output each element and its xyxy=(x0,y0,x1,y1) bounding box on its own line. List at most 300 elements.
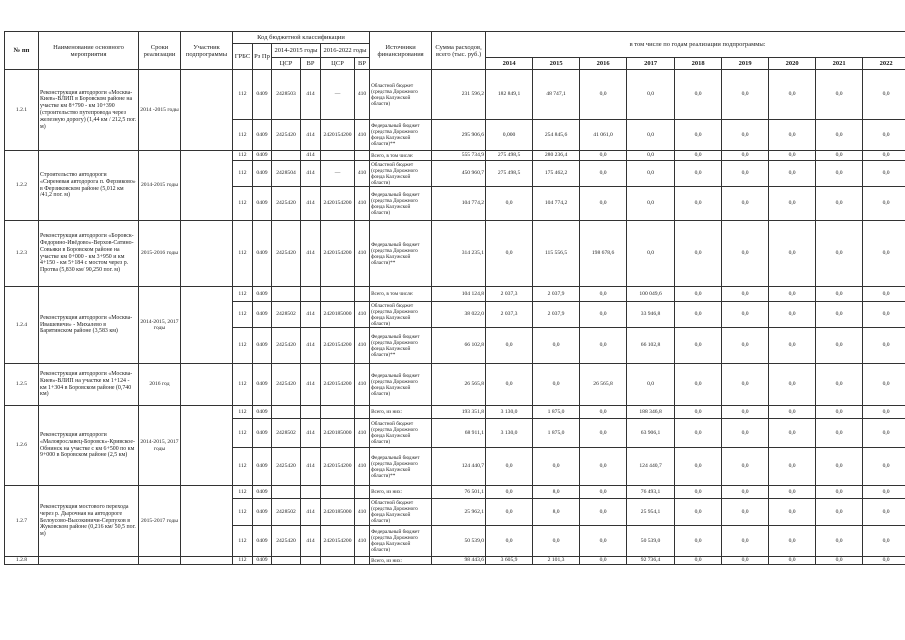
year-amount: 0,0 xyxy=(769,328,816,364)
year-amount: 0,0 xyxy=(486,499,533,526)
total-amount: 231 596,2 xyxy=(432,70,486,120)
year-amount: 182 849,1 xyxy=(486,70,533,120)
year-amount: 0,0 xyxy=(722,557,769,565)
year-amount: 3 605,9 xyxy=(486,557,533,565)
funding-source: Областной бюджет (средства Дорожного фонда Калужской области) xyxy=(370,70,432,120)
year-amount: 63 906,1 xyxy=(627,419,675,448)
year-amount: 3 130,0 xyxy=(486,419,533,448)
year-amount: 0,0 xyxy=(722,120,769,151)
year-amount: 0,0 xyxy=(863,486,905,499)
table-row xyxy=(5,221,905,287)
year-amount: 0,0 xyxy=(816,364,863,406)
year-amount: 0,0 xyxy=(675,221,722,287)
csr-2016-code: — xyxy=(321,161,355,187)
header-year: 2021 xyxy=(816,58,863,70)
year-amount: 0,0 xyxy=(580,526,627,557)
funding-source: Всего, из них: xyxy=(370,406,432,419)
year-amount: 1 875,0 xyxy=(533,419,580,448)
total-amount: 104 774,2 xyxy=(432,187,486,221)
year-amount: 66 102,8 xyxy=(627,328,675,364)
year-amount: 0,0 xyxy=(486,187,533,221)
header-participant: Участник подпрограммы xyxy=(181,32,233,70)
year-amount: 0,0 xyxy=(533,328,580,364)
year-amount: 0,0 xyxy=(769,499,816,526)
csr-2014-code: 2425420 xyxy=(272,221,301,287)
participant xyxy=(181,486,233,557)
row-number: 1.2.2 xyxy=(5,151,39,221)
funding-source: Федеральный бюджет (средства Дорожного фонда Калужской области)** xyxy=(370,120,432,151)
year-amount: 0,0 xyxy=(627,70,675,120)
year-amount: 0,0 xyxy=(769,302,816,328)
year-amount: 0,0 xyxy=(675,406,722,419)
year-amount: 0,0 xyxy=(816,70,863,120)
implementation-terms: 2016 год xyxy=(139,364,181,406)
csr-2014-code xyxy=(272,287,301,302)
total-amount: 26 565,8 xyxy=(432,364,486,406)
vr-2014-code xyxy=(301,406,321,419)
rzpr-code: 0409 xyxy=(253,499,272,526)
measure-name xyxy=(39,557,139,565)
year-amount: 0,0 xyxy=(486,221,533,287)
implementation-terms: 2014-2015, 2017 годы xyxy=(139,287,181,364)
year-amount: 0,0 xyxy=(816,526,863,557)
year-amount: 0,0 xyxy=(863,187,905,221)
header-year: 2019 xyxy=(722,58,769,70)
rzpr-code: 0409 xyxy=(253,221,272,287)
grbs-code: 112 xyxy=(233,328,253,364)
total-amount: 124 440,7 xyxy=(432,448,486,486)
rzpr-code: 0409 xyxy=(253,151,272,161)
vr-2016-code xyxy=(355,406,370,419)
row-number: 1.2.1 xyxy=(5,70,39,151)
csr-2014-code: 2425420 xyxy=(272,187,301,221)
grbs-code: 112 xyxy=(233,406,253,419)
grbs-code: 112 xyxy=(233,526,253,557)
year-amount: 0,0 xyxy=(675,302,722,328)
year-amount: 8,0 xyxy=(533,499,580,526)
implementation-terms xyxy=(139,557,181,565)
csr-2016-code: 2420154200 xyxy=(321,526,355,557)
vr-2016-code: 410 xyxy=(355,526,370,557)
rzpr-code: 0409 xyxy=(253,120,272,151)
table-row xyxy=(5,486,905,499)
header-terms: Сроки реализации xyxy=(139,32,181,70)
header-by-years: в том числе по годам реализации подпрограммы: xyxy=(486,32,905,58)
table-row xyxy=(5,364,905,406)
csr-2014-code: 2425420 xyxy=(272,364,301,406)
year-amount: 0,0 xyxy=(627,187,675,221)
funding-source: Федеральный бюджет (средства Дорожного фонда Калужской области) xyxy=(370,526,432,557)
implementation-terms: 2014-2015, 2017 годы xyxy=(139,406,181,486)
csr-2014-code xyxy=(272,486,301,499)
funding-source: Федеральный бюджет (средства Дорожного фонда Калужской области) xyxy=(370,364,432,406)
year-amount: 0,0 xyxy=(486,328,533,364)
participant xyxy=(181,406,233,486)
year-amount: 0,0 xyxy=(722,526,769,557)
header-sources: Источники финансирования xyxy=(370,32,432,70)
year-amount: 0,0 xyxy=(675,161,722,187)
csr-2014-code: 2428502 xyxy=(272,419,301,448)
grbs-code: 112 xyxy=(233,151,253,161)
year-amount: 0,0 xyxy=(580,187,627,221)
funding-source: Областной бюджет (средства Дорожного фонда Калужской области) xyxy=(370,499,432,526)
row-number: 1.2.8 xyxy=(5,557,39,565)
rzpr-code: 0409 xyxy=(253,526,272,557)
measure-name: Реконструкция мостового перехода через р. Дырочная на автодороге Белоусово-Высокиничи-Серпухов в Жуковском районе (0,216 км/ 50,5 пог. м) xyxy=(39,486,139,557)
year-amount: 0,0 xyxy=(580,486,627,499)
vr-2014-code xyxy=(301,557,321,565)
year-amount: 0,0 xyxy=(816,120,863,151)
header-year: 2014 xyxy=(486,58,533,70)
table-row xyxy=(5,406,905,419)
year-amount: 0,0 xyxy=(722,302,769,328)
year-amount: 2 037,3 xyxy=(486,287,533,302)
implementation-terms: 2015-2016 годы xyxy=(139,221,181,287)
year-amount: 0,0 xyxy=(769,187,816,221)
vr-2016-code: 410 xyxy=(355,364,370,406)
csr-2016-code: 2420154200 xyxy=(321,364,355,406)
year-amount: 0,0 xyxy=(769,406,816,419)
year-amount: 0,0 xyxy=(769,161,816,187)
vr-2014-code: 414 xyxy=(301,151,321,161)
measure-name: Реконструкция автодороги «Москва-Киев»-ВЛИП на участке км 1+124 - км 1+304 в Боровском районе (0,740 км) xyxy=(39,364,139,406)
vr-2016-code: 410 xyxy=(355,302,370,328)
total-amount: 38 022,0 xyxy=(432,302,486,328)
year-amount: 0,0 xyxy=(816,187,863,221)
measure-name: Реконструкция автодороги «Малоярославец-Боровск»-Кривское-Обнинск на участке с км 6+500 по км 9+000 в Боровском районе (2,5 км) xyxy=(39,406,139,486)
year-amount: 0,0 xyxy=(863,151,905,161)
year-amount: 0,0 xyxy=(722,187,769,221)
year-amount: 0,0 xyxy=(816,328,863,364)
csr-2014-code: 2428502 xyxy=(272,499,301,526)
year-amount: 0,0 xyxy=(533,448,580,486)
year-amount: 0,0 xyxy=(533,526,580,557)
measure-name: Строительство автодороги «Сиреневая автодорога п. Ферзиково» в Ферзиковском районе (5,012 км /41,2 пог. м) xyxy=(39,151,139,221)
total-amount: 50 539,0 xyxy=(432,526,486,557)
year-amount: 0,0 xyxy=(863,557,905,565)
csr-2016-code: — xyxy=(321,70,355,120)
year-amount: 0,0 xyxy=(863,499,905,526)
year-amount: 0,0 xyxy=(769,486,816,499)
vr-2016-code: 410 xyxy=(355,120,370,151)
total-amount: 104 124,8 xyxy=(432,287,486,302)
csr-2016-code xyxy=(321,406,355,419)
year-amount: 280 236,4 xyxy=(533,151,580,161)
vr-2016-code xyxy=(355,486,370,499)
year-amount: 33 946,8 xyxy=(627,302,675,328)
implementation-terms: 2014-2015 годы xyxy=(139,151,181,221)
participant xyxy=(181,557,233,565)
grbs-code: 112 xyxy=(233,557,253,565)
header-vr-b: ВР xyxy=(355,58,370,70)
year-amount: 48 747,1 xyxy=(533,70,580,120)
total-amount: 68 911,1 xyxy=(432,419,486,448)
header-year: 2020 xyxy=(769,58,816,70)
vr-2016-code xyxy=(355,557,370,565)
funding-source: Федеральный бюджет (средства Дорожного фонда Калужской области)** xyxy=(370,328,432,364)
grbs-code: 112 xyxy=(233,287,253,302)
year-amount: 0,0 xyxy=(675,287,722,302)
year-amount: 0,0 xyxy=(863,161,905,187)
budget-table xyxy=(4,31,905,565)
participant xyxy=(181,70,233,151)
rzpr-code: 0409 xyxy=(253,70,272,120)
grbs-code: 112 xyxy=(233,187,253,221)
funding-source: Областной бюджет (средства Дорожного фонда Калужской области) xyxy=(370,419,432,448)
header-period-b: 2016-2022 годы xyxy=(321,44,370,58)
funding-source: Областной бюджет (средства Дорожного фонда Калужской области) xyxy=(370,161,432,187)
rzpr-code: 0409 xyxy=(253,448,272,486)
header-year: 2015 xyxy=(533,58,580,70)
year-amount: 175 462,2 xyxy=(533,161,580,187)
csr-2016-code: 2420154200 xyxy=(321,187,355,221)
year-amount: 0,0 xyxy=(580,302,627,328)
total-amount: 295 906,6 xyxy=(432,120,486,151)
vr-2014-code: 414 xyxy=(301,120,321,151)
year-amount: 26 565,8 xyxy=(580,364,627,406)
year-amount: 0,0 xyxy=(769,287,816,302)
year-amount: 25 954,1 xyxy=(627,499,675,526)
year-amount: 0,0 xyxy=(816,161,863,187)
year-amount: 0,0 xyxy=(580,499,627,526)
funding-source: Федеральный бюджет (средства Дорожного фонда Калужской области)** xyxy=(370,448,432,486)
grbs-code: 112 xyxy=(233,120,253,151)
participant xyxy=(181,287,233,364)
year-amount: 0,0 xyxy=(675,499,722,526)
year-amount: 0,0 xyxy=(580,419,627,448)
year-amount: 0,0 xyxy=(863,328,905,364)
csr-2016-code xyxy=(321,287,355,302)
year-amount: 0,0 xyxy=(863,406,905,419)
csr-2016-code xyxy=(321,486,355,499)
vr-2014-code: 414 xyxy=(301,302,321,328)
total-amount: 450 960,7 xyxy=(432,161,486,187)
funding-source: Федеральный бюджет (средства Дорожного фонда Калужской области)** xyxy=(370,221,432,287)
year-amount: 0,0 xyxy=(722,70,769,120)
header-code-group: Код бюджетной классификации xyxy=(233,32,370,44)
vr-2014-code: 414 xyxy=(301,161,321,187)
header-grbs: ГРБС xyxy=(233,44,253,70)
year-amount: 0,0 xyxy=(863,70,905,120)
year-amount: 0,0 xyxy=(816,287,863,302)
total-amount: 555 734,9 xyxy=(432,151,486,161)
year-amount: 0,0 xyxy=(722,161,769,187)
vr-2014-code: 414 xyxy=(301,526,321,557)
year-amount: 254 845,6 xyxy=(533,120,580,151)
year-amount: 0,0 xyxy=(580,406,627,419)
header-year: 2022 xyxy=(863,58,905,70)
header-period-a: 2014-2015 годы xyxy=(272,44,321,58)
year-amount: 0,000 xyxy=(486,120,533,151)
csr-2014-code: 2428504 xyxy=(272,161,301,187)
year-amount: 0,0 xyxy=(486,448,533,486)
year-amount: 50 539,0 xyxy=(627,526,675,557)
year-amount: 275 498,5 xyxy=(486,161,533,187)
total-amount: 98 443,6 xyxy=(432,557,486,565)
vr-2014-code: 414 xyxy=(301,70,321,120)
year-amount: 0,0 xyxy=(816,406,863,419)
year-amount: 0,0 xyxy=(769,151,816,161)
year-amount: 0,0 xyxy=(580,287,627,302)
vr-2016-code: 410 xyxy=(355,161,370,187)
year-amount: 0,0 xyxy=(769,70,816,120)
budget-document xyxy=(4,31,905,565)
year-amount: 0,0 xyxy=(627,151,675,161)
csr-2014-code: 2425420 xyxy=(272,448,301,486)
year-amount: 188 346,8 xyxy=(627,406,675,419)
year-amount: 0,0 xyxy=(675,419,722,448)
year-amount: 0,0 xyxy=(675,151,722,161)
year-amount: 0,0 xyxy=(863,221,905,287)
year-amount: 92 736,4 xyxy=(627,557,675,565)
vr-2016-code: 410 xyxy=(355,187,370,221)
grbs-code: 112 xyxy=(233,448,253,486)
vr-2016-code xyxy=(355,151,370,161)
year-amount: 0,0 xyxy=(816,221,863,287)
header-year: 2016 xyxy=(580,58,627,70)
funding-source: Всего, в том числе: xyxy=(370,151,432,161)
year-amount: 0,0 xyxy=(769,419,816,448)
year-amount: 275 498,5 xyxy=(486,151,533,161)
year-amount: 0,0 xyxy=(675,557,722,565)
year-amount: 2 037,9 xyxy=(533,302,580,328)
year-amount: 41 061,0 xyxy=(580,120,627,151)
year-amount: 0,0 xyxy=(722,419,769,448)
vr-2014-code: 414 xyxy=(301,364,321,406)
year-amount: 2 037,3 xyxy=(486,302,533,328)
rzpr-code: 0409 xyxy=(253,302,272,328)
csr-2014-code xyxy=(272,151,301,161)
total-amount: 193 351,8 xyxy=(432,406,486,419)
year-amount: 0,0 xyxy=(722,287,769,302)
header-year: 2018 xyxy=(675,58,722,70)
row-number: 1.2.4 xyxy=(5,287,39,364)
grbs-code: 112 xyxy=(233,161,253,187)
rzpr-code: 0409 xyxy=(253,486,272,499)
csr-2016-code: 2420154200 xyxy=(321,328,355,364)
rzpr-code: 0409 xyxy=(253,406,272,419)
year-amount: 0,0 xyxy=(580,70,627,120)
rzpr-code: 0409 xyxy=(253,328,272,364)
implementation-terms: 2014 -2015 годы xyxy=(139,70,181,151)
year-amount: 0,0 xyxy=(722,499,769,526)
year-amount: 0,0 xyxy=(816,302,863,328)
csr-2016-code xyxy=(321,557,355,565)
year-amount: 0,0 xyxy=(580,151,627,161)
year-amount: 0,0 xyxy=(675,187,722,221)
year-amount: 0,0 xyxy=(863,419,905,448)
year-amount: 0,0 xyxy=(722,448,769,486)
year-amount: 104 774,2 xyxy=(533,187,580,221)
year-amount: 0,0 xyxy=(863,287,905,302)
grbs-code: 112 xyxy=(233,499,253,526)
year-amount: 76 493,1 xyxy=(627,486,675,499)
row-number: 1.2.5 xyxy=(5,364,39,406)
year-amount: 0,0 xyxy=(675,486,722,499)
total-amount: 25 962,1 xyxy=(432,499,486,526)
header-vr-a: ВР xyxy=(301,58,321,70)
header-no: № пп xyxy=(5,32,39,70)
participant xyxy=(181,151,233,221)
participant xyxy=(181,221,233,287)
row-number: 1.2.3 xyxy=(5,221,39,287)
year-amount: 0,0 xyxy=(675,364,722,406)
csr-2014-code: 2425420 xyxy=(272,328,301,364)
vr-2014-code: 414 xyxy=(301,499,321,526)
year-amount: 0,0 xyxy=(769,526,816,557)
year-amount: 100 049,6 xyxy=(627,287,675,302)
total-amount: 66 102,8 xyxy=(432,328,486,364)
vr-2014-code xyxy=(301,287,321,302)
table-row xyxy=(5,557,905,565)
row-number: 1.2.6 xyxy=(5,406,39,486)
year-amount: 115 556,5 xyxy=(533,221,580,287)
csr-2016-code xyxy=(321,151,355,161)
budget-table-body xyxy=(5,70,905,565)
year-amount: 0,0 xyxy=(722,221,769,287)
year-amount: 2 101,3 xyxy=(533,557,580,565)
vr-2016-code xyxy=(355,287,370,302)
funding-source: Всего, из них: xyxy=(370,486,432,499)
year-amount: 0,0 xyxy=(722,406,769,419)
year-amount: 0,0 xyxy=(580,448,627,486)
vr-2016-code: 410 xyxy=(355,448,370,486)
vr-2016-code: 410 xyxy=(355,328,370,364)
year-amount: 0,0 xyxy=(675,70,722,120)
year-amount: 0,0 xyxy=(816,557,863,565)
row-number: 1.2.7 xyxy=(5,486,39,557)
csr-2014-code xyxy=(272,406,301,419)
year-amount: 124 440,7 xyxy=(627,448,675,486)
csr-2014-code: 2428503 xyxy=(272,70,301,120)
grbs-code: 112 xyxy=(233,221,253,287)
year-amount: 0,0 xyxy=(863,302,905,328)
total-amount: 76 501,1 xyxy=(432,486,486,499)
header-rzpr: Рз Пр xyxy=(253,44,272,70)
rzpr-code: 0409 xyxy=(253,419,272,448)
header-total: Сумма расходов, всего (тыс. руб.) xyxy=(432,32,486,70)
year-amount: 0,0 xyxy=(675,448,722,486)
year-amount: 0,0 xyxy=(722,328,769,364)
year-amount: 0,0 xyxy=(627,120,675,151)
table-row xyxy=(5,287,905,302)
rzpr-code: 0409 xyxy=(253,287,272,302)
header-name: Наименование основного мероприятия xyxy=(39,32,139,70)
year-amount: 0,0 xyxy=(816,448,863,486)
vr-2014-code: 414 xyxy=(301,328,321,364)
year-amount: 198 678,6 xyxy=(580,221,627,287)
csr-2016-code: 2420154200 xyxy=(321,120,355,151)
year-amount: 0,0 xyxy=(627,364,675,406)
csr-2014-code: 2428502 xyxy=(272,302,301,328)
year-amount: 0,0 xyxy=(486,486,533,499)
year-amount: 3 130,0 xyxy=(486,406,533,419)
year-amount: 8,0 xyxy=(533,486,580,499)
header-csr-b: ЦСР xyxy=(321,58,355,70)
year-amount: 2 037,9 xyxy=(533,287,580,302)
table-row xyxy=(5,70,905,120)
year-amount: 0,0 xyxy=(769,120,816,151)
year-amount: 0,0 xyxy=(722,486,769,499)
year-amount: 0,0 xyxy=(627,161,675,187)
year-amount: 0,0 xyxy=(863,526,905,557)
year-amount: 0,0 xyxy=(627,221,675,287)
vr-2016-code: 410 xyxy=(355,499,370,526)
year-amount: 0,0 xyxy=(580,161,627,187)
year-amount: 0,0 xyxy=(486,526,533,557)
csr-2016-code: 2420185000 xyxy=(321,302,355,328)
vr-2014-code: 414 xyxy=(301,448,321,486)
